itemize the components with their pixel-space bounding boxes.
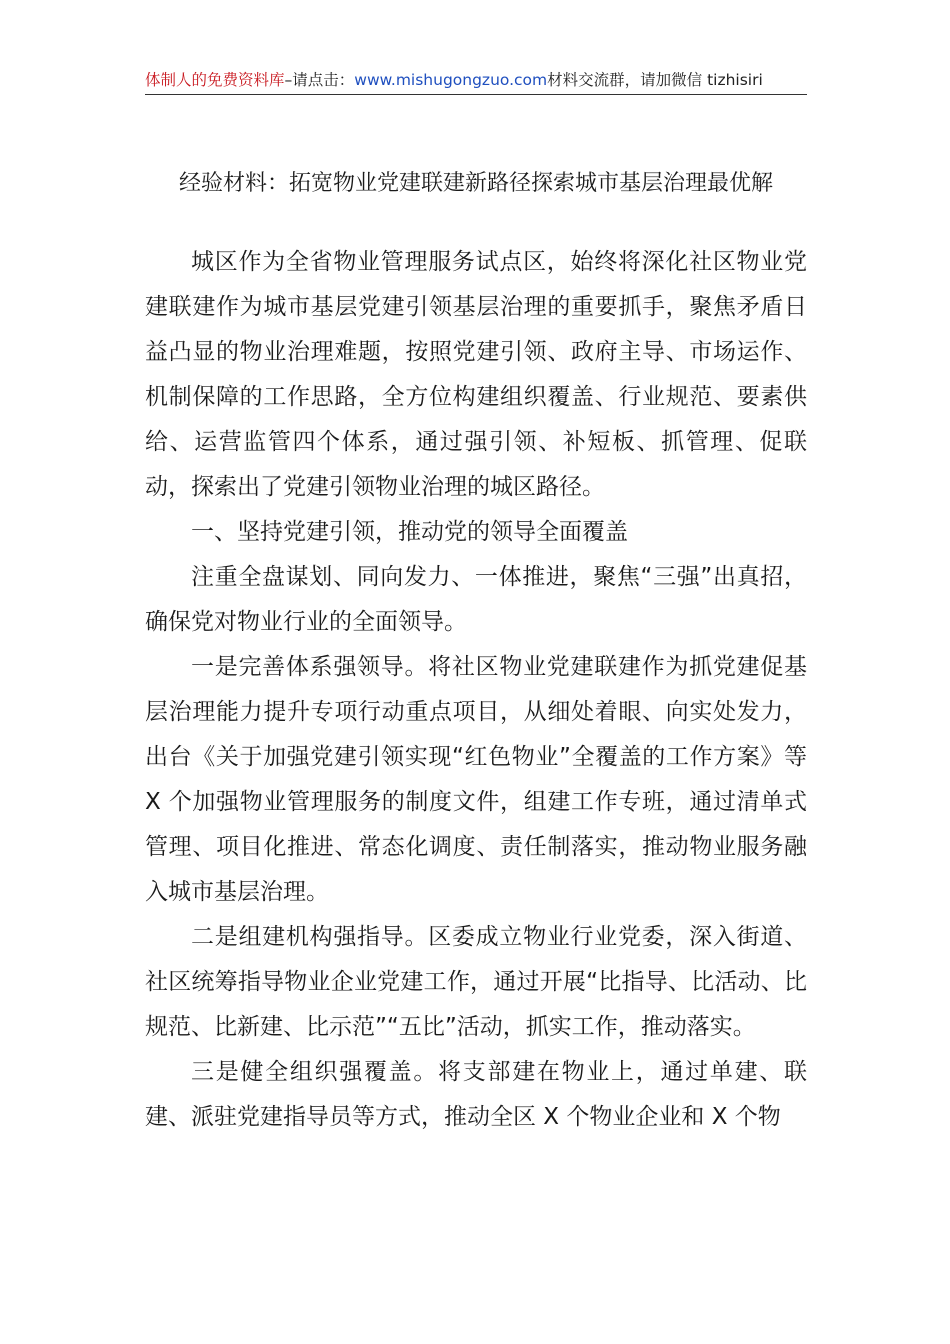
document-body (145, 240, 807, 1140)
header-url-link[interactable]: www.mishugongzuo.com (354, 71, 548, 89)
section-heading-1: 一、坚持党建引领，推动党的领导全面覆盖 (191, 519, 628, 545)
header-brand: 体制人的免费资料库 (145, 71, 285, 89)
paragraph-point-1: 一是完善体系强领导。将社区物业党建联建作为抓党建促基层治理能力提升专项行动重点项目，从细处着眼、向实处发力，出台《关于加强党建引领实现“红色物业”全覆盖的工作方案》等 X 个加强物业管理服务的制度文件，组建工作专班，通过清单式管理、项目化推进、常态化调度、责任制落实，推动物业服务融入城市基层治理。 (145, 654, 807, 905)
header-divider (145, 94, 807, 95)
paragraph-point-2: 二是组建机构强指导。区委成立物业行业党委，深入街道、社区统筹指导物业企业党建工作，通过开展“比指导、比活动、比规范、比新建、比示范”“五比”活动，抓实工作，推动落实。 (145, 924, 807, 1040)
header-note: 材料交流群，请加微信 tizhisiri (547, 71, 763, 89)
paragraph-section-1-summary: 注重全盘谋划、同向发力、一体推进，聚焦“三强”出真招，确保党对物业行业的全面领导。 (145, 564, 807, 635)
header-prompt: –请点击： (284, 71, 355, 89)
page-header (145, 68, 807, 92)
document-title: 经验材料：拓宽物业党建联建新路径探索城市基层治理最优解 (178, 171, 773, 196)
paragraph-intro: 城区作为全省物业管理服务试点区，始终将深化社区物业党建联建作为城市基层党建引领基层治理的重要抓手，聚焦矛盾日益凸显的物业治理难题，按照党建引领、政府主导、市场运作、机制保障的工作思路，全方位构建组织覆盖、行业规范、要素供给、运营监管四个体系，通过强引领、补短板、抓管理、促联动，探索出了党建引领物业治理的城区路径。 (145, 249, 807, 500)
paragraph-point-3: 三是健全组织强覆盖。将支部建在物业上，通过单建、联建、派驻党建指导员等方式，推动全区 X 个物业企业和 X 个物 (145, 1059, 807, 1130)
